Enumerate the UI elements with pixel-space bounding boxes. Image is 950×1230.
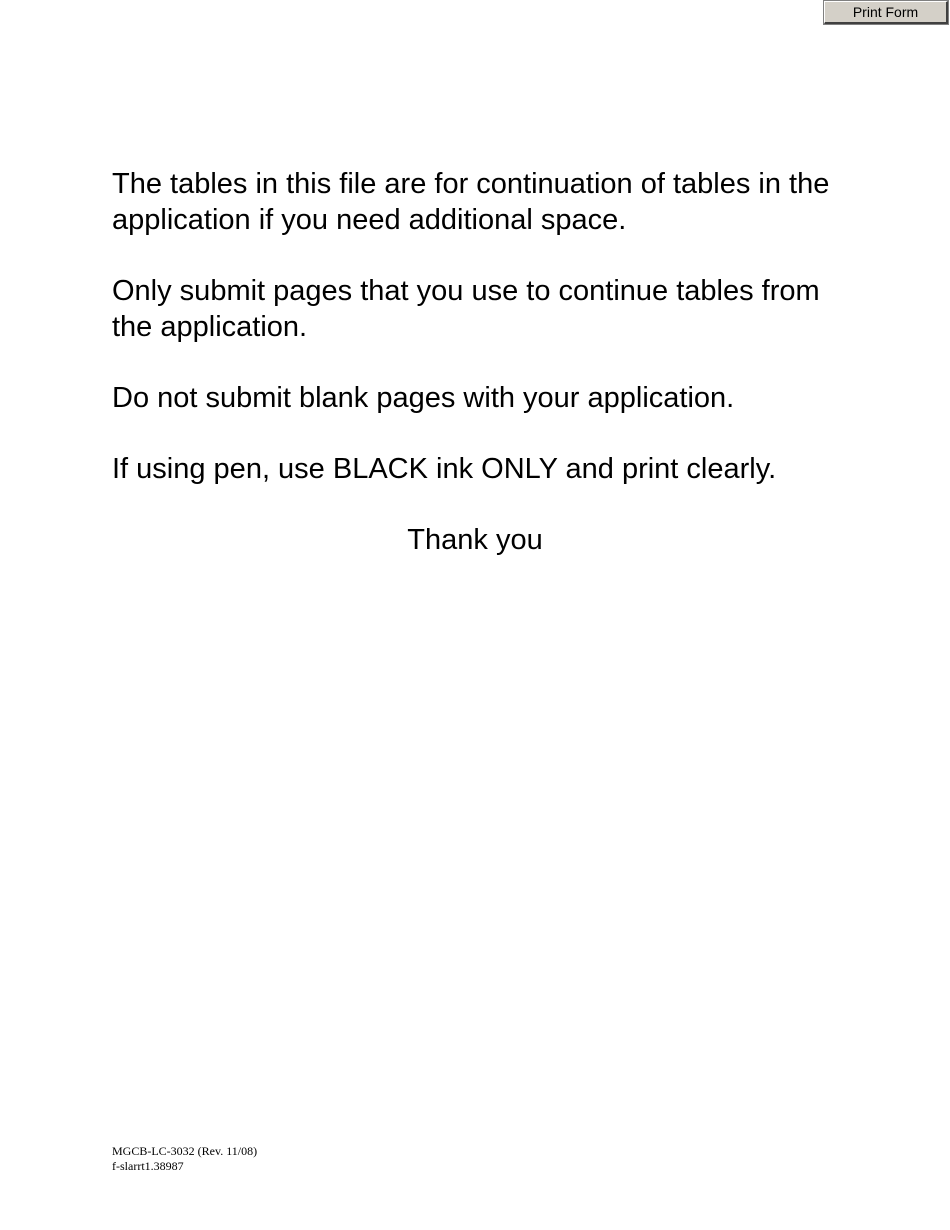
thank-you-text: Thank you <box>407 524 543 556</box>
instructions-block <box>112 166 842 522</box>
instruction-paragraph-black-ink: If using pen, use BLACK ink ONLY and print clearly. <box>112 453 777 485</box>
form-number: MGCB-LC-3032 (Rev. 11/08) <box>112 1144 258 1158</box>
instruction-paragraph-no-blank: Do not submit blank pages with your application. <box>112 382 735 414</box>
form-footer <box>112 1144 257 1174</box>
file-identifier: f-slarrt1.38987 <box>112 1159 184 1173</box>
print-form-button[interactable]: Print Form <box>824 1 948 24</box>
instruction-paragraph-continuation: The tables in this file are for continuation of tables in the application if you need additional space. <box>112 168 830 236</box>
instruction-paragraph-submit-used: Only submit pages that you use to continue tables from the application. <box>112 275 820 343</box>
